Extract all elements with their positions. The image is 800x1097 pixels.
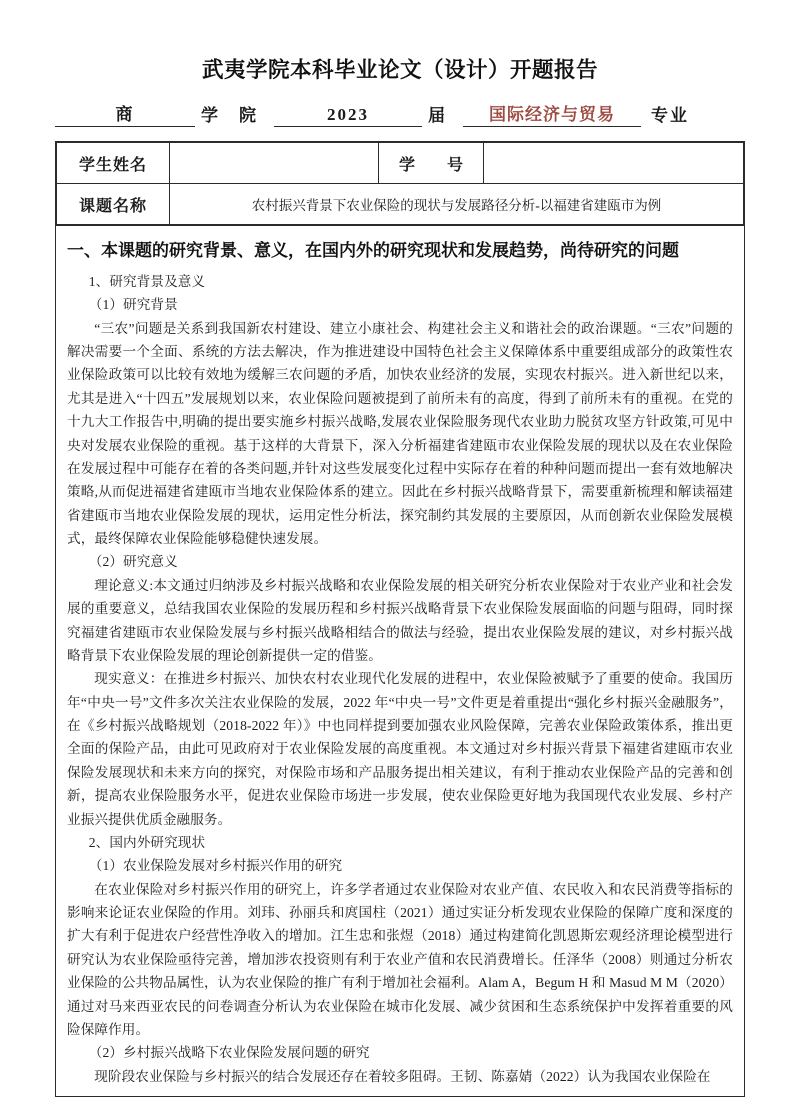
body-paragraph: （1）研究背景 (88, 297, 178, 313)
body-paragraph: 现阶段农业保险与乡村振兴的结合发展还存在着较多阻碍。王韧、陈嘉婧（2022）认为我国农业保险在 (94, 1068, 711, 1084)
section-heading: 一、本课题的研究背景、意义，在国内外的研究现状和发展趋势，尚待研究的问题 (67, 241, 679, 261)
year-field[interactable]: 2023 (274, 106, 422, 128)
body-paragraph: 现实意义：在推进乡村振兴、加快农村农业现代化发展的进程中，农业保险被赋予了重要的使命。我国历年“中央一号”文件多次关注农业保险的发展，2022 年“中央一号”文件更是着重提出“强化乡村振兴金融服务”，在《乡村振兴战略规划（2018-2022 年）》中也同样提到要加强农业风险保障，完善农业保险政策体系，推出更全面的保险产品，由此可见政府对于农业保险发展的高度重视。本文通过对乡村振兴背景下福建省建瓯市农业保险发展现状和未来方向的探究，对保险市场和产品服务提出相关建议，有利于推动农业保险产品的完善和创新，提高农业保险服务水平，促进农业保险市场进一步发展，使农业保险更好地为我国现代农业发展、乡村产业振兴提供优质金融服务。 (67, 671, 733, 827)
body-paragraph: 理论意义:本文通过归纳涉及乡村振兴战略和农业保险发展的相关研究分析农业保险对于农业产业和社会发展的重要意义，总结我国农业保险的发展历程和乡村振兴战略背景下农业保险发展面临的问题与阻碍，同时探究福建省建瓯市农业保险发展与乡村振兴战略相结合的做法与经验，提出农业保险发展的建议，对乡村振兴战略背景下农业保险发展的理论创新提供一定的借鉴。 (67, 577, 733, 663)
body-paragraph: 1、研究背景及意义 (88, 273, 206, 289)
major-field[interactable]: 国际经济与贸易 (463, 106, 641, 128)
body-paragraph: “三农”问题是关系到我国新农村建设、建立小康社会、构建社会主义和谐社会的政治课题。“三农”问题的解决需要一个全面、系统的方法去解决，作为推进建设中国特色社会主义保障体系中重要组成部分的政策性农业保险政策可以比较有效地为缓解三农问题的矛盾，加快农业经济的发展，实现农村振兴。进入新世纪以来，尤其是进入“十四五”发展规划以来，农业保险问题被提到了前所未有的高度，得到了前所未有的重视。在党的十九大工作报告中,明确的提出要实施乡村振兴战略,发展农业保险服务现代农业助力脱贫攻坚方针政策,可见中央对发展农业保险的重视。基于这样的大背景下，深入分析福建省建瓯市农业保险发展的现状以及在农业保险在发展过程中可能存在着的各类问题,并针对这些发展变化过程中实际存在着的种种问题而提出一套有效地解决策略,从而促进福建省建瓯市当地农业保险体系的建立。因此在乡村振兴战略背景下，需要重新梳理和解读福建省建瓯市当地农业保险发展的现状，运用定性分析法，探究制约其发展的主要原因，从而创新农业保险发展模式，最终保障农业保险能够稳健快速发展。 (67, 320, 733, 547)
student-id-label: 学 号 (379, 143, 484, 184)
body-paragraph: （2）乡村振兴战略下农业保险发展问题的研究 (88, 1045, 370, 1061)
body-paragraph: 在农业保险对乡村振兴作用的研究上，许多学者通过农业保险对农业产值、农民收入和农民消费等指标的影响来论证农业保险的作用。刘玮、孙丽兵和庹国柱（2021）通过实证分析发现农业保险的保障广度和深度的扩大有利于促进农户经营性净收入的增加。江生忠和张煜（2018）通过构建简化凯恩斯宏观经济理论模型进行研究认为农业保险亟待完善，增加涉农投资则有利于农业产值和农民消费增长。任泽华（2008）则通过分析农业保险的公共物品属性，认为农业保险的推广有利于增加社会福利。Alam A，Begum H 和 Masud M M（2020）通过对马来西亚农民的问卷调查分析认为农业保险在城市化发展、减少贫困和生态系统保护中发挥着重要的风险保障作用。 (67, 881, 733, 1037)
college-field[interactable]: 商 (55, 106, 195, 128)
student-id-value[interactable] (484, 143, 744, 184)
student-name-label: 学生姓名 (57, 143, 170, 184)
body-paragraph: （2）研究意义 (88, 554, 178, 570)
table-row (57, 143, 744, 184)
college-suffix-label: 学 院 (201, 105, 258, 125)
page-title: 武夷学院本科毕业论文（设计）开题报告 (201, 58, 598, 82)
topic-value[interactable]: 农村振兴背景下农业保险的现状与发展路径分析-以福建省建瓯市为例 (170, 184, 744, 225)
table-row (57, 184, 744, 225)
year-suffix-label: 届 (428, 105, 447, 125)
body-paragraph: （1）农业保险发展对乡村振兴作用的研究 (88, 858, 343, 874)
body-paragraph: 2、国内外研究现状 (88, 834, 206, 850)
section-paragraphs (67, 270, 733, 1088)
topic-label: 课题名称 (57, 184, 170, 225)
info-table (55, 141, 745, 226)
major-suffix-label: 专业 (651, 105, 689, 125)
student-name-value[interactable] (170, 143, 379, 184)
section-body (55, 226, 745, 1097)
header-meta-line (55, 106, 745, 128)
